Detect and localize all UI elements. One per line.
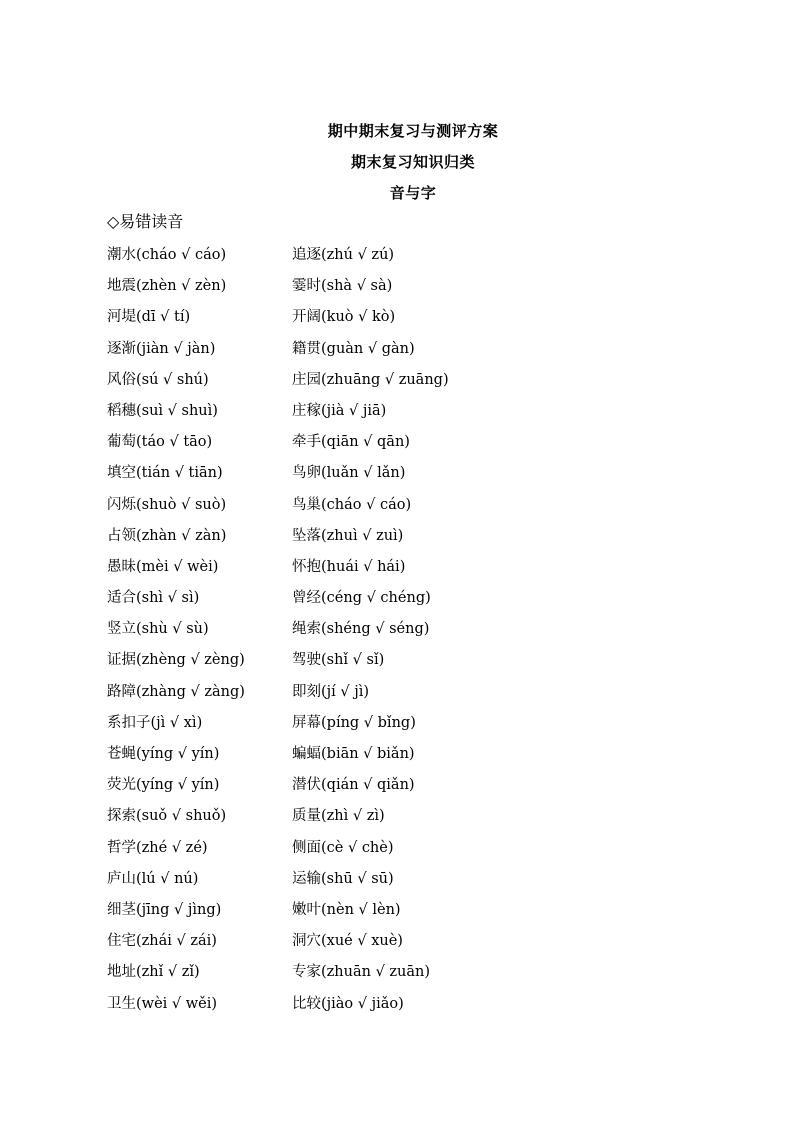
word-row (107, 989, 707, 1020)
word-entry-left: 葡萄(táo √ tāo) (107, 434, 213, 451)
word-row (107, 302, 707, 333)
word-row (107, 240, 707, 271)
word-entry-right: 嫩叶(nèn √ lèn) (292, 901, 401, 918)
word-entry-right: 鸟巢(cháo √ cáo) (292, 496, 412, 513)
word-row (107, 396, 707, 427)
word-row (107, 427, 707, 458)
word-entry-left: 逐渐(jiàn √ jàn) (107, 340, 216, 357)
word-entry-left: 适合(shì √ sì) (107, 590, 200, 607)
word-entry-right: 庄稼(jià √ jiā) (292, 402, 387, 419)
word-entry-right: 侧面(cè √ chè) (292, 839, 394, 856)
word-row (107, 770, 707, 801)
word-row (107, 490, 707, 521)
word-row (107, 614, 707, 645)
word-entry-left: 地址(zhǐ √ zǐ) (107, 964, 200, 981)
word-row (107, 458, 707, 489)
word-row (107, 677, 707, 708)
word-entry-left: 风俗(sú √ shú) (107, 371, 209, 388)
word-entry-left: 荧光(yíng √ yín) (107, 777, 220, 794)
word-entry-right: 洞穴(xué √ xuè) (292, 933, 403, 950)
word-row (107, 552, 707, 583)
word-entry-right: 蝙蝠(biān √ biǎn) (292, 746, 415, 762)
word-entry-right: 绳索(shéng √ séng) (292, 621, 430, 638)
word-entry-right: 运输(shū √ sū) (292, 870, 394, 887)
word-row (107, 645, 707, 676)
document-title: 期中期末复习与测评方案 (327, 122, 499, 140)
word-entry-right: 曾经(céng √ chéng) (292, 590, 431, 607)
word-row (107, 708, 707, 739)
word-entry-left: 苍蝇(yíng √ yín) (107, 746, 220, 762)
document-titles (0, 116, 794, 209)
word-entry-left: 地震(zhèn √ zèn) (107, 278, 227, 295)
word-entry-left: 稻穗(suì √ shuì) (107, 402, 218, 419)
word-row (107, 801, 707, 832)
word-entry-right: 比较(jiào √ jiǎo) (292, 995, 404, 1012)
word-entry-left: 占领(zhàn √ zàn) (107, 527, 227, 544)
word-entry-right: 屏幕(píng √ bǐng) (292, 714, 416, 731)
word-entry-left: 填空(tián √ tiān) (107, 465, 223, 482)
word-row (107, 833, 707, 864)
word-entry-right: 坠落(zhuì √ zuì) (292, 527, 404, 544)
word-entry-left: 细茎(jīng √ jìng) (107, 901, 222, 918)
word-entry-right: 鸟卵(luǎn √ lǎn) (292, 465, 406, 482)
word-entry-left: 潮水(cháo √ cáo) (107, 247, 227, 263)
word-row (107, 271, 707, 302)
word-entry-right: 怀抱(huái √ hái) (292, 558, 406, 575)
word-row (107, 895, 707, 926)
word-entry-right: 开阔(kuò √ kò) (292, 309, 396, 326)
word-entry-right: 霎时(shà √ sà) (292, 278, 393, 295)
word-entry-left: 探索(suǒ √ shuǒ) (107, 808, 227, 825)
word-entry-left: 住宅(zhái √ zái) (107, 933, 217, 950)
word-entry-left: 愚昧(mèi √ wèi) (107, 558, 219, 575)
word-row (107, 365, 707, 396)
word-entry-left: 竖立(shù √ sù) (107, 621, 209, 638)
document-subtitle: 期末复习知识归类 (350, 153, 475, 171)
word-entry-right: 潜伏(qián √ qiǎn) (292, 777, 415, 794)
word-entry-left: 证据(zhèng √ zèng) (107, 652, 245, 669)
word-entry-right: 籍贯(guàn √ gàn) (292, 340, 415, 357)
word-entry-right: 追逐(zhú √ zú) (292, 247, 395, 263)
word-row (107, 521, 707, 552)
word-row (107, 739, 707, 770)
word-entry-left: 系扣子(jì √ xì) (107, 714, 203, 731)
word-entry-right: 驾驶(shǐ √ sǐ) (292, 652, 385, 669)
word-entry-left: 路障(zhàng √ zàng) (107, 683, 245, 700)
word-entry-left: 卫生(wèi √ wěi) (107, 995, 218, 1012)
word-entry-right: 牵手(qiān √ qān) (292, 434, 410, 451)
word-entry-right: 庄园(zhuāng √ zuāng) (292, 371, 449, 388)
word-row (107, 957, 707, 988)
section-heading: ◇易错读音 (107, 212, 184, 231)
word-row (107, 583, 707, 614)
word-row (107, 864, 707, 895)
document-section-title: 音与字 (389, 184, 437, 202)
word-entry-right: 专家(zhuān √ zuān) (292, 964, 431, 981)
word-row (107, 926, 707, 957)
word-entry-left: 哲学(zhé √ zé) (107, 839, 208, 856)
word-entry-left: 庐山(lú √ nú) (107, 870, 199, 887)
word-entry-right: 即刻(jí √ jì) (292, 683, 370, 700)
pronunciation-word-list (107, 240, 707, 1020)
word-entry-left: 闪烁(shuò √ suò) (107, 496, 227, 513)
word-entry-left: 河堤(dī √ tí) (107, 309, 191, 326)
word-entry-right: 质量(zhì √ zì) (292, 808, 385, 825)
word-row (107, 334, 707, 365)
